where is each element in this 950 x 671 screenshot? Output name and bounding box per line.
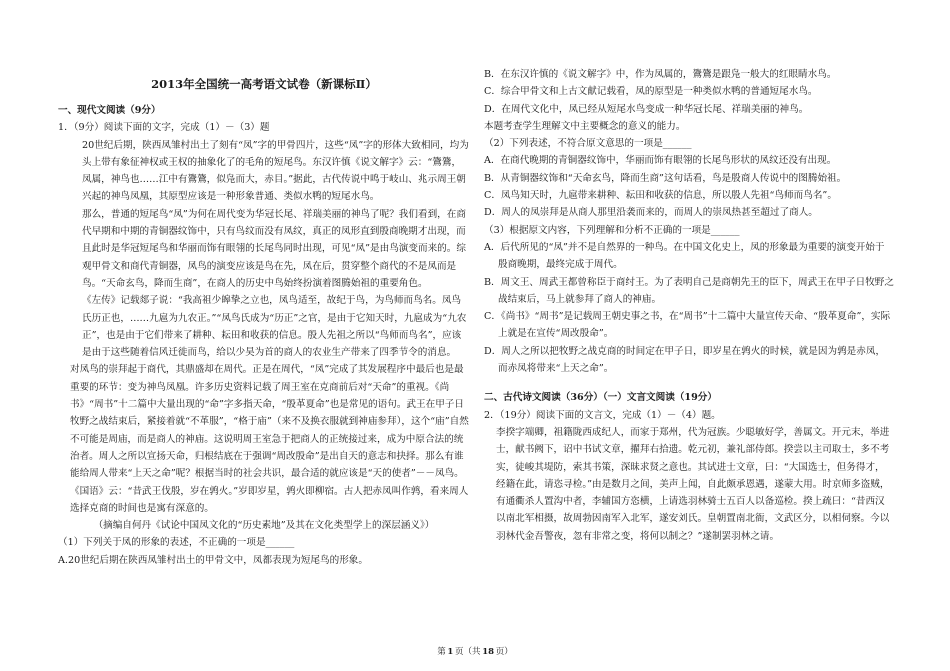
footer-prefix: 第 — [437, 647, 446, 657]
passage-paragraph-3: 《左传》记载郯子说：“我高祖少皞挚之立也，凤鸟适至，故纪于鸟，为鸟师而鸟名。凤鸟氏历正也，……九扈为九农正。”“凤鸟氏成为“历正”之官，是由于它知天时，九扈成为“九农正”，也是由于它们带来了耕种、耘田和收获的信息。殷人先祖之所以“鸟师而鸟名”，应该是由于这些随着信风迁徙而鸟，给以少昊为首的商人的农业生产带来了四季节令的消息。 — [82, 295, 467, 359]
question-1-1: （1）下列关于凤的形象的表述，不正确的一项是______ — [58, 537, 295, 549]
question-1-intro: 1．（9分）阅读下面的文字，完成（1）－（3）题 — [58, 122, 270, 134]
question-1-1-option-a: A.20世纪后期在陕西凤雏村出土的甲骨文中，凤都表现为短尾鸟的形象。 — [58, 554, 368, 566]
footer-page-number: 1 — [447, 647, 454, 657]
question-1-3: （3）根据原文内容，下列理解和分析不正确的一项是______ — [484, 224, 740, 236]
question-1-2-option-d: D．周人的凤崇拜是从商人那里沿袭而来的，而周人的崇凤热甚至超过了商人。 — [484, 207, 818, 219]
question-2-intro: 2．（19分）阅读下面的文言文，完成（1）－（4）题。 — [484, 409, 721, 421]
question-1-3-option-a: A．后代所见的“凤”并不是自然界的一种鸟。在中国文化史上，凤的形象最为重要的演变开始于殷商晚期，最终完成于周代。 — [484, 241, 885, 271]
passage-citation: （摘编自何丹《试论中国凤文化的“历史素地”及其在文化类型学上的深层涵义》） — [93, 520, 435, 532]
section-heading-classical-reading: 二、古代诗文阅读（36分）（一）文言文阅读（19分） — [484, 392, 717, 404]
classical-passage: 李揆字端卿，祖籍陇西成纪人，而家于郑州，代为冠族。少聪敏好学，善属文。开元末，举进士，献书阙下，诏中书试文章，擢拜右拾遗。乾元初，兼礼部侍郎。揆尝以主司取士，多不考实，徒峻其堤防，索其书策，深昧求贤之意也。其试进士文章，曰：“大国选士，但务得才，经籍在此，请恣寻检。”由是数月之间，美声上闻，自此颇承恩遇，遂蒙大用。时京师多盗贼，有通衢杀人置沟中者，李辅国方恣横，上请选羽林骑士五百人以备巡检。揆上疏曰：“昔西汉以南北军相摄，故周勃因南军入北军，遂安刘氏。皇朝置南北衙，文武区分，以相伺察。今以羽林代金吾警夜，忽有非常之变，将何以制之？”遂制罢羽林之请。 — [496, 426, 890, 542]
question-1-1-option-c: C．综合甲骨文和上古文献记载看，凤的原型是一种类似水鸭的普通短尾水鸟。 — [484, 86, 818, 98]
question-1-2-option-b: B．从青铜器纹饰和“天命玄鸟，降而生商”这句话看，鸟是殷商人传说中的图腾始祖。 — [484, 172, 847, 184]
question-1-3-option-d: D．周人之所以把牧野之战克商的时间定在甲子日，即岁星在鹑火的时候，就是因为鹑是赤凤，而赤凤将带来“上天之命”。 — [484, 345, 886, 375]
right-column — [484, 0, 894, 545]
footer-middle: 页（共 — [455, 647, 481, 657]
passage-paragraph-1: 20世纪后期，陕西凤雏村出土了刻有“凤”字的甲骨四片，这些“凤”字的形体大致相同，均为头上带有象征神权或王权的抽象化了的毛角的短尾鸟。东汉许慎《说文解字》云：“鷟鷟，凤属，神鸟也……江中有鷟鷟，似凫而大，赤目。”据此，古代传说中鸣于岐山、兆示周王朝兴起的神鸟凤凰，其原型应该是一种形象普通、类似水鸭的短尾水鸟。 — [82, 139, 469, 203]
page-footer — [0, 645, 950, 657]
question-1-1-note: 本题考查学生理解文中主要概念的意义的能力。 — [484, 120, 686, 132]
left-column — [58, 0, 470, 569]
question-1-1-option-b: B．在东汉许慎的《说文解字》中，作为凤属的，鷟鷟是跟凫一般大的红眼睛水鸟。 — [484, 69, 837, 80]
passage-paragraph-4: 对凤鸟的崇拜起于商代，其鼎盛却在周代。正是在周代，“凤”完成了其发展程序中最后也是最重要的环节：变为神鸟凤凰。许多历史资料记载了周王室在克商前后对“天命”的重视。《尚书》“周书”十二篇中大量出现的“命”字多指天命，“殷革夏命”也是常见的语句。武王在甲子日牧野之战结束后，紧接着就“不革服”，“格于庙”（来不及换衣服就到神庙参拜），这个“庙”自然不可能是周庙，而是商人的神庙。这说明周王室急于把商人的正统接过来，成为中原合法的统治者。周人之所以宣扬天命，归根结底在于强调“周改殷命”是出自天的意志和抉择。那么有谁能给周人带来“上天之命”呢？根据当时的社会共识，最合适的就应该是“天的使者”－－凤鸟。《国语》云：“昔武王伐殷，岁在鹑火。”岁即岁星，鹑火即柳宿。古人把赤凤叫作鹑，看来周人选择克商的时间也是寓有深意的。 — [70, 364, 469, 514]
question-1-2: （2）下列表述，不符合原文意思的一项是______ — [484, 138, 692, 150]
question-1-1-option-d: D．在周代文化中，凤已经从短尾水鸟变成一种华冠长尾、祥瑞美丽的神鸟。 — [484, 103, 809, 115]
question-1-3-option-b: B．周文王、周武王都曾称臣于商纣王。为了表明自己是商朝先王的臣下，周武王在甲子日牧野之战结束后，马上就参拜了商人的神庙。 — [484, 276, 894, 305]
question-1-3-option-c: C．《尚书》“周书”是记载周王朝史事之书，在“周书”十二篇中大量宣传天命、“殷革夏命”，实际上就是在宣传“周改殷命”。 — [484, 311, 891, 340]
footer-suffix: 页） — [495, 647, 513, 657]
passage-paragraph-2: 那么，普通的短尾鸟“凤”为何在周代变为华冠长尾、祥瑞美丽的神鸟了呢？我们看到，在商代早期和中期的青铜器纹饰中，只有鸟纹而没有凤纹，真正的凤形直到殷商晚期才出现，而且此时是华冠短尾鸟和华丽而饰有眼翎的长尾鸟同时出现，可见“凤”是由鸟演变而来的。综观甲骨文和商代青铜器，凤鸟的演变应该是鸟在先，凤在后，贯穿整个商代的不是凤而是鸟。“天命玄鸟，降而生商”，在商人的历史中鸟始终扮演着图腾始祖的重要角色。 — [82, 208, 466, 289]
footer-total-pages: 18 — [482, 647, 495, 657]
question-1-2-option-c: C．凤鸟知天时，九扈带来耕种、耘田和收获的信息，所以殷人先祖“鸟师而鸟名”。 — [484, 190, 837, 202]
page-title: 2013年全国统一高考语文试卷（新课标Ⅱ） — [151, 77, 377, 91]
section-heading-modern-reading: 一、现代文阅读（9分） — [58, 105, 161, 116]
question-1-2-option-a: A．在商代晚期的青铜器纹饰中，华丽而饰有眼翎的长尾鸟形状的凤纹还没有出现。 — [484, 155, 837, 167]
